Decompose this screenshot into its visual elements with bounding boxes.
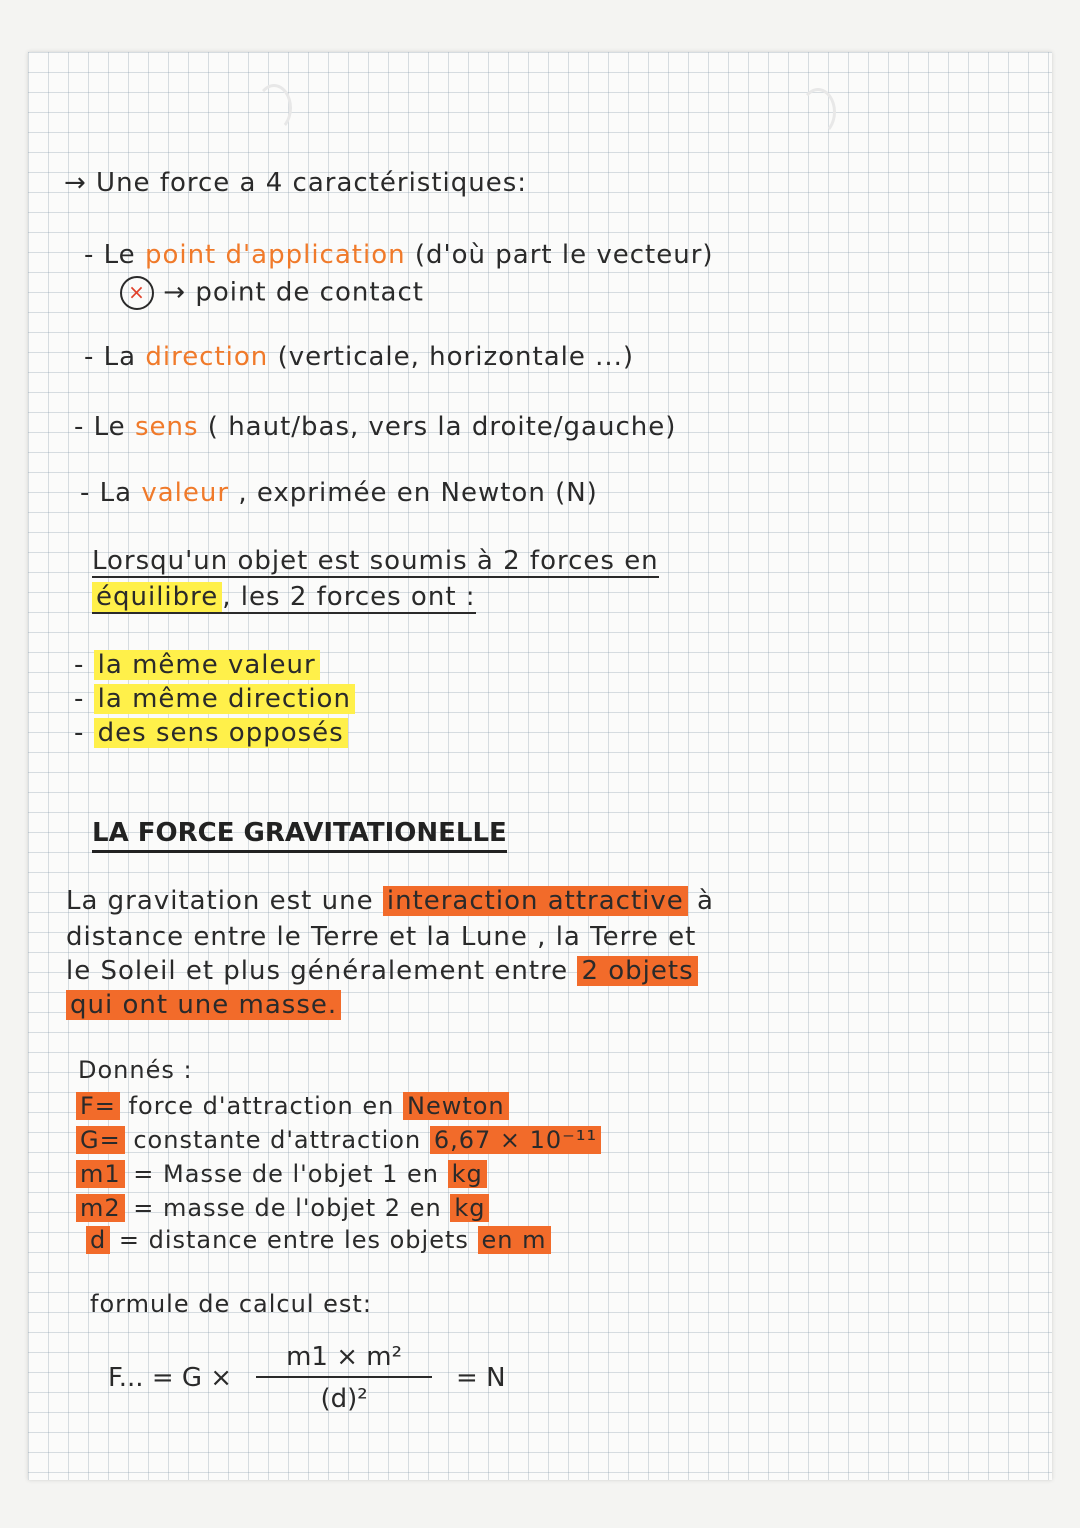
equilibre-text-2: , les 2 forces ont : (222, 582, 476, 612)
sens-dash: - Le (74, 412, 126, 442)
punch-hole-right (800, 88, 836, 136)
gravitation-line-2: distance entre le Terre et la Lune , la Terre et (66, 922, 697, 952)
donnee-symbol: d (86, 1226, 110, 1254)
donnee-row (86, 1226, 551, 1254)
donnee-text: = distance entre les objets (118, 1226, 469, 1254)
gravitation-highlight: qui ont une masse. (66, 990, 341, 1020)
formula-fraction (256, 1342, 432, 1414)
valeur-line (80, 478, 598, 508)
donnee-row (76, 1160, 487, 1188)
equilibre-line-2 (92, 582, 476, 612)
valeur-rest: , exprimée en Newton (N) (238, 478, 598, 508)
equilibre-line-1 (92, 546, 659, 576)
point-sub-text: → point de contact (163, 277, 424, 308)
point-keyword: point d'application (144, 240, 406, 270)
notebook-page (28, 52, 1052, 1480)
gravitation-highlight: 2 objets (577, 956, 697, 986)
sens-rest: ( haut/bas, vers la droite/gauche) (207, 412, 677, 442)
formula-rhs: = N (456, 1363, 506, 1393)
formula-lhs: F... = G × (108, 1363, 233, 1393)
point-line (84, 240, 714, 270)
donnee-unit: Newton (403, 1092, 509, 1120)
sens-line (74, 412, 676, 442)
intro-line: → Une force a 4 caractéristiques: (64, 168, 528, 198)
item-dash: - (74, 684, 85, 714)
item-text: la même direction (94, 684, 355, 714)
valeur-keyword: valeur (141, 478, 230, 508)
formula (108, 1342, 506, 1414)
gravitation-highlight: interaction attractive (383, 886, 688, 916)
donnee-row (76, 1092, 509, 1120)
gravitation-text: le Soleil et plus généralement entre (66, 956, 569, 986)
punch-hole-left (256, 84, 292, 132)
donnee-unit: kg (448, 1160, 487, 1188)
direction-line (84, 342, 634, 372)
donnee-unit: en m (478, 1226, 551, 1254)
donnee-text: constante d'attraction (133, 1126, 422, 1154)
donnee-symbol: m2 (76, 1194, 125, 1222)
sens-keyword: sens (134, 412, 199, 442)
formula-denominator: (d)² (320, 1384, 368, 1414)
item-text: la même valeur (94, 650, 320, 680)
valeur-dash: - La (80, 478, 133, 508)
direction-dash: - La (84, 342, 137, 372)
formula-numerator: m1 × m² (256, 1342, 432, 1378)
section-title: LA FORCE GRAVITATIONELLE (92, 818, 507, 853)
donnee-text: = masse de l'objet 2 en (133, 1194, 442, 1222)
gravitation-line-3 (66, 956, 698, 986)
cross-circle-icon: × (120, 276, 154, 310)
donnee-symbol: m1 (76, 1160, 125, 1188)
donnees-title: Donnés : (78, 1056, 193, 1084)
gravitation-text: à (697, 886, 714, 916)
donnee-unit: 6,67 × 10⁻¹¹ (430, 1126, 601, 1154)
gravitation-text: La gravitation est une (66, 886, 374, 916)
donnee-text: force d'attraction en (128, 1092, 395, 1120)
gravitation-line-4 (66, 990, 341, 1020)
formule-title: formule de calcul est: (90, 1290, 372, 1318)
donnee-unit: kg (450, 1194, 489, 1222)
donnee-row (76, 1194, 489, 1222)
equilibre-highlight: équilibre (92, 582, 222, 614)
donnee-row (76, 1126, 601, 1154)
point-rest: (d'où part le vecteur) (414, 240, 714, 270)
point-sub-line (120, 276, 424, 310)
donnee-symbol: G= (76, 1126, 125, 1154)
direction-rest: (verticale, horizontale ...) (277, 342, 635, 372)
section-title-line (92, 818, 507, 848)
equilibre-item (74, 650, 320, 680)
item-text: des sens opposés (94, 718, 348, 748)
equilibre-text-1: Lorsqu'un objet est soumis à 2 forces en (92, 546, 659, 576)
equilibre-item (74, 718, 348, 748)
item-dash: - (74, 718, 85, 748)
direction-keyword: direction (145, 342, 269, 372)
donnee-symbol: F= (76, 1092, 120, 1120)
donnee-text: = Masse de l'objet 1 en (133, 1160, 440, 1188)
equilibre-item (74, 684, 355, 714)
item-dash: - (74, 650, 85, 680)
gravitation-line-1 (66, 886, 714, 916)
point-dash: - Le (84, 240, 136, 270)
